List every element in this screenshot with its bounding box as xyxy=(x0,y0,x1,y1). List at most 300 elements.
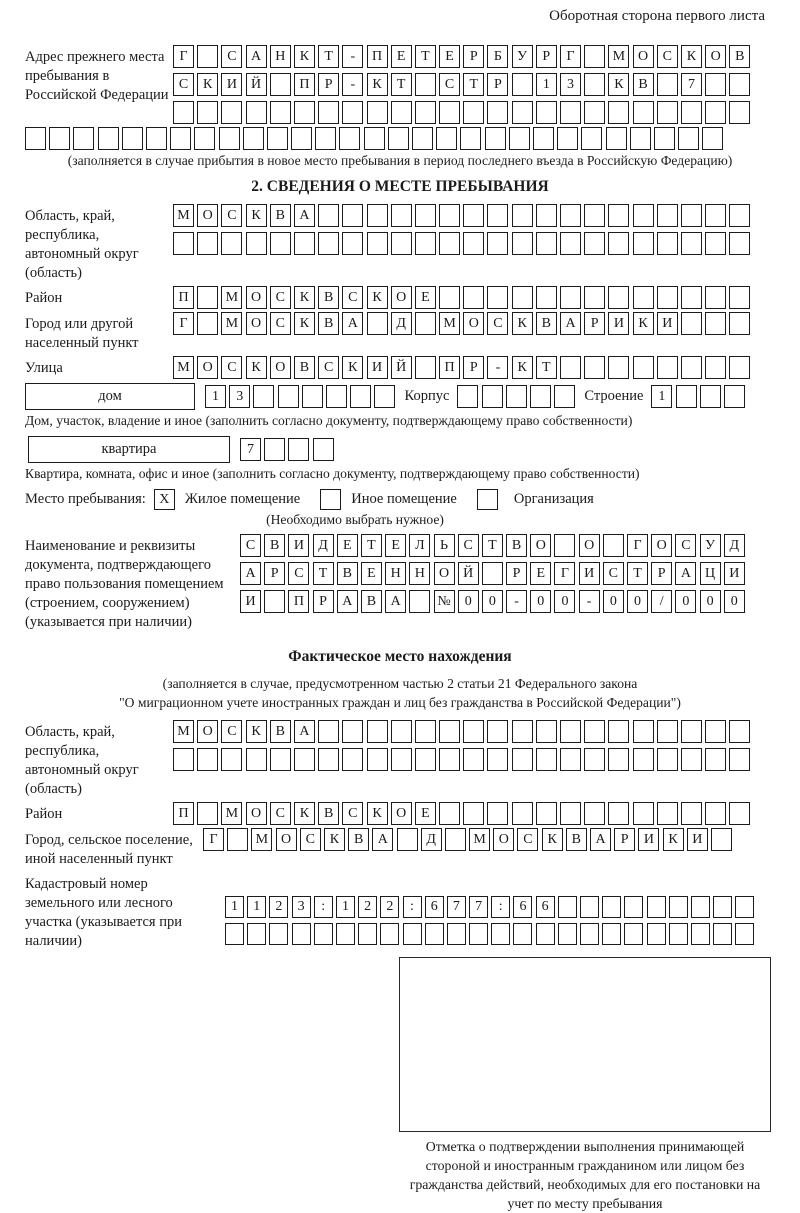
form-cell[interactable] xyxy=(318,720,339,743)
form-cell[interactable] xyxy=(412,127,433,150)
form-cell[interactable] xyxy=(724,385,745,408)
form-cell[interactable] xyxy=(339,127,360,150)
form-cell[interactable] xyxy=(713,896,732,918)
form-cell[interactable] xyxy=(194,127,215,150)
form-cell[interactable]: С xyxy=(288,562,309,585)
form-cell[interactable] xyxy=(560,232,581,255)
form-cell[interactable]: К xyxy=(246,720,267,743)
form-cell[interactable] xyxy=(25,127,46,150)
form-cell[interactable] xyxy=(197,101,218,124)
form-cell[interactable]: Н xyxy=(270,45,291,68)
form-cell[interactable]: - xyxy=(342,73,363,96)
form-cell[interactable]: 0 xyxy=(554,590,575,613)
form-cell[interactable] xyxy=(292,923,311,945)
form-cell[interactable]: Р xyxy=(584,312,605,335)
form-cell[interactable]: И xyxy=(288,534,309,557)
form-cell[interactable] xyxy=(436,127,457,150)
form-cell[interactable] xyxy=(705,232,726,255)
form-cell[interactable] xyxy=(463,286,484,309)
form-cell[interactable]: О xyxy=(276,828,297,851)
form-cell[interactable] xyxy=(270,232,291,255)
form-cell[interactable]: К xyxy=(342,356,363,379)
form-cell[interactable]: И xyxy=(367,356,388,379)
form-cell[interactable] xyxy=(705,720,726,743)
form-cell[interactable] xyxy=(584,101,605,124)
form-cell[interactable] xyxy=(197,232,218,255)
form-cell[interactable] xyxy=(487,720,508,743)
form-cell[interactable]: 3 xyxy=(560,73,581,96)
form-cell[interactable]: 0 xyxy=(530,590,551,613)
form-cell[interactable]: В xyxy=(506,534,527,557)
form-cell[interactable] xyxy=(584,232,605,255)
form-cell[interactable]: В xyxy=(536,312,557,335)
apartment-box[interactable]: квартира xyxy=(28,436,230,463)
form-cell[interactable] xyxy=(657,748,678,771)
form-cell[interactable]: Т xyxy=(463,73,484,96)
form-cell[interactable] xyxy=(536,923,555,945)
form-cell[interactable]: М xyxy=(221,802,242,825)
form-cell[interactable] xyxy=(391,720,412,743)
form-cell[interactable]: Р xyxy=(463,45,484,68)
form-cell[interactable]: О xyxy=(246,312,267,335)
form-cell[interactable] xyxy=(580,923,599,945)
form-cell[interactable]: О xyxy=(270,356,291,379)
form-cell[interactable] xyxy=(608,232,629,255)
form-cell[interactable] xyxy=(219,127,240,150)
form-cell[interactable] xyxy=(487,101,508,124)
form-cell[interactable]: К xyxy=(512,356,533,379)
form-cell[interactable]: П xyxy=(439,356,460,379)
form-cell[interactable]: 6 xyxy=(536,896,555,918)
form-cell[interactable] xyxy=(173,748,194,771)
form-cell[interactable] xyxy=(681,232,702,255)
form-cell[interactable]: С xyxy=(603,562,624,585)
form-cell[interactable]: Н xyxy=(385,562,406,585)
form-cell[interactable] xyxy=(657,720,678,743)
form-cell[interactable] xyxy=(584,802,605,825)
form-cell[interactable] xyxy=(735,923,754,945)
form-cell[interactable] xyxy=(403,923,422,945)
form-cell[interactable] xyxy=(676,385,697,408)
form-cell[interactable]: В xyxy=(348,828,369,851)
form-cell[interactable] xyxy=(536,802,557,825)
form-cell[interactable]: К xyxy=(294,45,315,68)
form-cell[interactable] xyxy=(391,101,412,124)
form-cell[interactable] xyxy=(374,385,395,408)
form-cell[interactable]: В xyxy=(337,562,358,585)
form-cell[interactable]: - xyxy=(487,356,508,379)
form-cell[interactable] xyxy=(512,748,533,771)
form-cell[interactable] xyxy=(657,101,678,124)
form-cell[interactable]: 7 xyxy=(240,438,261,461)
form-cell[interactable]: Л xyxy=(409,534,430,557)
form-cell[interactable] xyxy=(509,127,530,150)
form-cell[interactable] xyxy=(485,127,506,150)
form-cell[interactable] xyxy=(729,748,750,771)
form-cell[interactable] xyxy=(122,127,143,150)
form-cell[interactable] xyxy=(49,127,70,150)
form-cell[interactable] xyxy=(729,720,750,743)
form-cell[interactable] xyxy=(584,45,605,68)
form-cell[interactable] xyxy=(439,802,460,825)
form-cell[interactable]: В xyxy=(270,720,291,743)
form-cell[interactable]: 1 xyxy=(336,896,355,918)
form-cell[interactable] xyxy=(463,748,484,771)
form-cell[interactable]: О xyxy=(197,204,218,227)
form-cell[interactable] xyxy=(580,896,599,918)
form-cell[interactable]: О xyxy=(391,802,412,825)
form-cell[interactable] xyxy=(350,385,371,408)
form-cell[interactable]: С xyxy=(342,802,363,825)
form-cell[interactable]: 1 xyxy=(536,73,557,96)
form-cell[interactable] xyxy=(318,101,339,124)
form-cell[interactable] xyxy=(657,232,678,255)
form-cell[interactable]: 7 xyxy=(681,73,702,96)
form-cell[interactable] xyxy=(633,101,654,124)
form-cell[interactable]: А xyxy=(342,312,363,335)
form-cell[interactable] xyxy=(584,720,605,743)
form-cell[interactable]: П xyxy=(173,286,194,309)
form-cell[interactable] xyxy=(221,101,242,124)
form-cell[interactable] xyxy=(681,802,702,825)
form-cell[interactable]: М xyxy=(251,828,272,851)
form-cell[interactable] xyxy=(705,748,726,771)
form-cell[interactable]: С xyxy=(657,45,678,68)
form-cell[interactable] xyxy=(391,204,412,227)
form-cell[interactable] xyxy=(294,748,315,771)
form-cell[interactable]: С xyxy=(300,828,321,851)
form-cell[interactable]: 3 xyxy=(292,896,311,918)
form-cell[interactable]: К xyxy=(197,73,218,96)
form-cell[interactable]: Й xyxy=(246,73,267,96)
form-cell[interactable]: К xyxy=(367,802,388,825)
form-cell[interactable]: О xyxy=(530,534,551,557)
form-cell[interactable] xyxy=(460,127,481,150)
form-cell[interactable]: Р xyxy=(264,562,285,585)
form-cell[interactable]: Ь xyxy=(434,534,455,557)
form-cell[interactable]: К xyxy=(294,286,315,309)
form-cell[interactable]: К xyxy=(608,73,629,96)
checkbox-organization[interactable] xyxy=(477,489,498,510)
form-cell[interactable]: Т xyxy=(318,45,339,68)
form-cell[interactable]: О xyxy=(463,312,484,335)
form-cell[interactable] xyxy=(415,312,436,335)
form-cell[interactable]: Н xyxy=(409,562,430,585)
form-cell[interactable] xyxy=(678,127,699,150)
form-cell[interactable] xyxy=(560,720,581,743)
form-cell[interactable] xyxy=(729,101,750,124)
form-cell[interactable] xyxy=(397,828,418,851)
form-cell[interactable] xyxy=(270,101,291,124)
form-cell[interactable]: И xyxy=(579,562,600,585)
form-cell[interactable]: 1 xyxy=(225,896,244,918)
form-cell[interactable] xyxy=(288,438,309,461)
form-cell[interactable] xyxy=(264,590,285,613)
form-cell[interactable] xyxy=(602,923,621,945)
form-cell[interactable] xyxy=(270,748,291,771)
form-cell[interactable] xyxy=(197,312,218,335)
form-cell[interactable] xyxy=(173,101,194,124)
form-cell[interactable] xyxy=(487,802,508,825)
form-cell[interactable]: В xyxy=(318,286,339,309)
form-cell[interactable]: В xyxy=(294,356,315,379)
form-cell[interactable] xyxy=(584,204,605,227)
form-cell[interactable] xyxy=(246,232,267,255)
form-cell[interactable] xyxy=(735,896,754,918)
form-cell[interactable]: В xyxy=(270,204,291,227)
form-cell[interactable] xyxy=(487,232,508,255)
form-cell[interactable] xyxy=(170,127,191,150)
form-cell[interactable] xyxy=(700,385,721,408)
form-cell[interactable] xyxy=(367,720,388,743)
form-cell[interactable] xyxy=(225,923,244,945)
form-cell[interactable] xyxy=(278,385,299,408)
form-cell[interactable] xyxy=(367,748,388,771)
form-cell[interactable] xyxy=(608,720,629,743)
form-cell[interactable]: : xyxy=(491,896,510,918)
checkbox-residential[interactable]: X xyxy=(154,489,175,510)
form-cell[interactable] xyxy=(197,802,218,825)
form-cell[interactable]: С xyxy=(221,204,242,227)
form-cell[interactable] xyxy=(705,312,726,335)
form-cell[interactable]: 0 xyxy=(458,590,479,613)
form-cell[interactable]: Т xyxy=(627,562,648,585)
form-cell[interactable]: А xyxy=(385,590,406,613)
form-cell[interactable]: - xyxy=(342,45,363,68)
form-cell[interactable]: О xyxy=(246,286,267,309)
form-cell[interactable] xyxy=(657,73,678,96)
form-cell[interactable] xyxy=(729,356,750,379)
form-cell[interactable]: А xyxy=(294,204,315,227)
form-cell[interactable] xyxy=(364,127,385,150)
form-cell[interactable]: П xyxy=(367,45,388,68)
form-cell[interactable]: К xyxy=(367,73,388,96)
form-cell[interactable] xyxy=(439,204,460,227)
form-cell[interactable]: К xyxy=(663,828,684,851)
form-cell[interactable]: У xyxy=(700,534,721,557)
form-cell[interactable] xyxy=(336,923,355,945)
form-cell[interactable] xyxy=(246,748,267,771)
form-cell[interactable] xyxy=(463,232,484,255)
form-cell[interactable] xyxy=(246,101,267,124)
form-cell[interactable] xyxy=(512,286,533,309)
form-cell[interactable] xyxy=(606,127,627,150)
form-cell[interactable] xyxy=(415,748,436,771)
form-cell[interactable]: О xyxy=(493,828,514,851)
form-cell[interactable] xyxy=(342,204,363,227)
form-cell[interactable] xyxy=(469,923,488,945)
form-cell[interactable]: М xyxy=(221,312,242,335)
form-cell[interactable]: И xyxy=(687,828,708,851)
form-cell[interactable]: О xyxy=(246,802,267,825)
form-cell[interactable] xyxy=(447,923,466,945)
form-cell[interactable] xyxy=(581,127,602,150)
form-cell[interactable] xyxy=(691,896,710,918)
form-cell[interactable] xyxy=(482,385,503,408)
form-cell[interactable] xyxy=(457,385,478,408)
form-cell[interactable]: 6 xyxy=(425,896,444,918)
form-cell[interactable] xyxy=(512,204,533,227)
form-cell[interactable] xyxy=(560,101,581,124)
form-cell[interactable]: Е xyxy=(415,802,436,825)
form-cell[interactable] xyxy=(409,590,430,613)
form-cell[interactable] xyxy=(415,204,436,227)
form-cell[interactable] xyxy=(584,73,605,96)
form-cell[interactable] xyxy=(487,748,508,771)
form-cell[interactable] xyxy=(669,896,688,918)
form-cell[interactable] xyxy=(729,802,750,825)
form-cell[interactable] xyxy=(270,73,291,96)
form-cell[interactable] xyxy=(227,828,248,851)
form-cell[interactable] xyxy=(415,232,436,255)
form-cell[interactable] xyxy=(669,923,688,945)
form-cell[interactable]: Б xyxy=(487,45,508,68)
form-cell[interactable] xyxy=(624,896,643,918)
form-cell[interactable] xyxy=(367,312,388,335)
form-cell[interactable]: Г xyxy=(203,828,224,851)
form-cell[interactable]: К xyxy=(542,828,563,851)
form-cell[interactable]: Р xyxy=(651,562,672,585)
form-cell[interactable]: 7 xyxy=(469,896,488,918)
form-cell[interactable]: А xyxy=(590,828,611,851)
form-cell[interactable]: 1 xyxy=(247,896,266,918)
form-cell[interactable]: К xyxy=(367,286,388,309)
form-cell[interactable]: Г xyxy=(560,45,581,68)
form-cell[interactable] xyxy=(630,127,651,150)
form-cell[interactable] xyxy=(512,101,533,124)
form-cell[interactable] xyxy=(487,204,508,227)
form-cell[interactable] xyxy=(729,232,750,255)
form-cell[interactable] xyxy=(463,101,484,124)
form-cell[interactable] xyxy=(705,802,726,825)
form-cell[interactable]: 2 xyxy=(269,896,288,918)
form-cell[interactable] xyxy=(463,802,484,825)
form-cell[interactable] xyxy=(197,45,218,68)
form-cell[interactable]: 2 xyxy=(380,896,399,918)
form-cell[interactable] xyxy=(513,923,532,945)
form-cell[interactable]: 0 xyxy=(603,590,624,613)
form-cell[interactable]: Т xyxy=(536,356,557,379)
form-cell[interactable]: : xyxy=(403,896,422,918)
form-cell[interactable]: И xyxy=(657,312,678,335)
form-cell[interactable]: О xyxy=(705,45,726,68)
form-cell[interactable]: Т xyxy=(391,73,412,96)
form-cell[interactable]: Р xyxy=(614,828,635,851)
form-cell[interactable] xyxy=(506,385,527,408)
form-cell[interactable] xyxy=(512,720,533,743)
form-cell[interactable]: С xyxy=(675,534,696,557)
form-cell[interactable] xyxy=(584,748,605,771)
form-cell[interactable]: 6 xyxy=(513,896,532,918)
form-cell[interactable]: Р xyxy=(506,562,527,585)
form-cell[interactable] xyxy=(633,802,654,825)
form-cell[interactable] xyxy=(315,127,336,150)
form-cell[interactable]: Т xyxy=(415,45,436,68)
form-cell[interactable] xyxy=(367,232,388,255)
form-cell[interactable] xyxy=(491,923,510,945)
form-cell[interactable] xyxy=(415,73,436,96)
form-cell[interactable] xyxy=(654,127,675,150)
form-cell[interactable]: Д xyxy=(421,828,442,851)
form-cell[interactable] xyxy=(482,562,503,585)
form-cell[interactable] xyxy=(342,232,363,255)
form-cell[interactable] xyxy=(536,232,557,255)
form-cell[interactable] xyxy=(536,720,557,743)
form-cell[interactable]: П xyxy=(288,590,309,613)
form-cell[interactable]: К xyxy=(294,312,315,335)
form-cell[interactable]: С xyxy=(318,356,339,379)
form-cell[interactable]: И xyxy=(221,73,242,96)
form-cell[interactable]: / xyxy=(651,590,672,613)
form-cell[interactable] xyxy=(512,73,533,96)
form-cell[interactable]: С xyxy=(221,45,242,68)
form-cell[interactable]: А xyxy=(560,312,581,335)
form-cell[interactable] xyxy=(608,204,629,227)
form-cell[interactable]: О xyxy=(651,534,672,557)
form-cell[interactable]: С xyxy=(221,356,242,379)
form-cell[interactable]: Р xyxy=(318,73,339,96)
form-cell[interactable] xyxy=(705,204,726,227)
form-cell[interactable]: Е xyxy=(385,534,406,557)
form-cell[interactable] xyxy=(247,923,266,945)
form-cell[interactable] xyxy=(264,438,285,461)
form-cell[interactable] xyxy=(415,720,436,743)
form-cell[interactable]: С xyxy=(342,286,363,309)
form-cell[interactable] xyxy=(554,534,575,557)
form-cell[interactable]: Е xyxy=(439,45,460,68)
form-cell[interactable] xyxy=(681,748,702,771)
form-cell[interactable] xyxy=(558,923,577,945)
form-cell[interactable] xyxy=(533,127,554,150)
form-cell[interactable]: У xyxy=(512,45,533,68)
form-cell[interactable]: - xyxy=(579,590,600,613)
form-cell[interactable] xyxy=(197,286,218,309)
form-cell[interactable]: С xyxy=(517,828,538,851)
form-cell[interactable]: К xyxy=(681,45,702,68)
form-cell[interactable] xyxy=(633,748,654,771)
form-cell[interactable] xyxy=(439,101,460,124)
form-cell[interactable]: И xyxy=(724,562,745,585)
form-cell[interactable]: К xyxy=(246,356,267,379)
form-cell[interactable] xyxy=(702,127,723,150)
form-cell[interactable]: 3 xyxy=(229,385,250,408)
form-cell[interactable]: В xyxy=(729,45,750,68)
form-cell[interactable] xyxy=(560,286,581,309)
form-cell[interactable] xyxy=(391,748,412,771)
form-cell[interactable]: О xyxy=(197,356,218,379)
form-cell[interactable] xyxy=(294,101,315,124)
form-cell[interactable]: М xyxy=(439,312,460,335)
form-cell[interactable] xyxy=(584,286,605,309)
form-cell[interactable] xyxy=(647,896,666,918)
form-cell[interactable]: В xyxy=(633,73,654,96)
form-cell[interactable]: Д xyxy=(724,534,745,557)
form-cell[interactable] xyxy=(173,232,194,255)
form-cell[interactable]: С xyxy=(270,286,291,309)
form-cell[interactable]: К xyxy=(633,312,654,335)
form-cell[interactable] xyxy=(294,232,315,255)
form-cell[interactable]: Г xyxy=(627,534,648,557)
form-cell[interactable] xyxy=(367,101,388,124)
form-cell[interactable]: С xyxy=(270,802,291,825)
form-cell[interactable] xyxy=(243,127,264,150)
form-cell[interactable]: Д xyxy=(313,534,334,557)
form-cell[interactable]: : xyxy=(314,896,333,918)
form-cell[interactable]: 2 xyxy=(358,896,377,918)
form-cell[interactable]: Д xyxy=(391,312,412,335)
form-cell[interactable] xyxy=(657,204,678,227)
form-cell[interactable]: К xyxy=(294,802,315,825)
